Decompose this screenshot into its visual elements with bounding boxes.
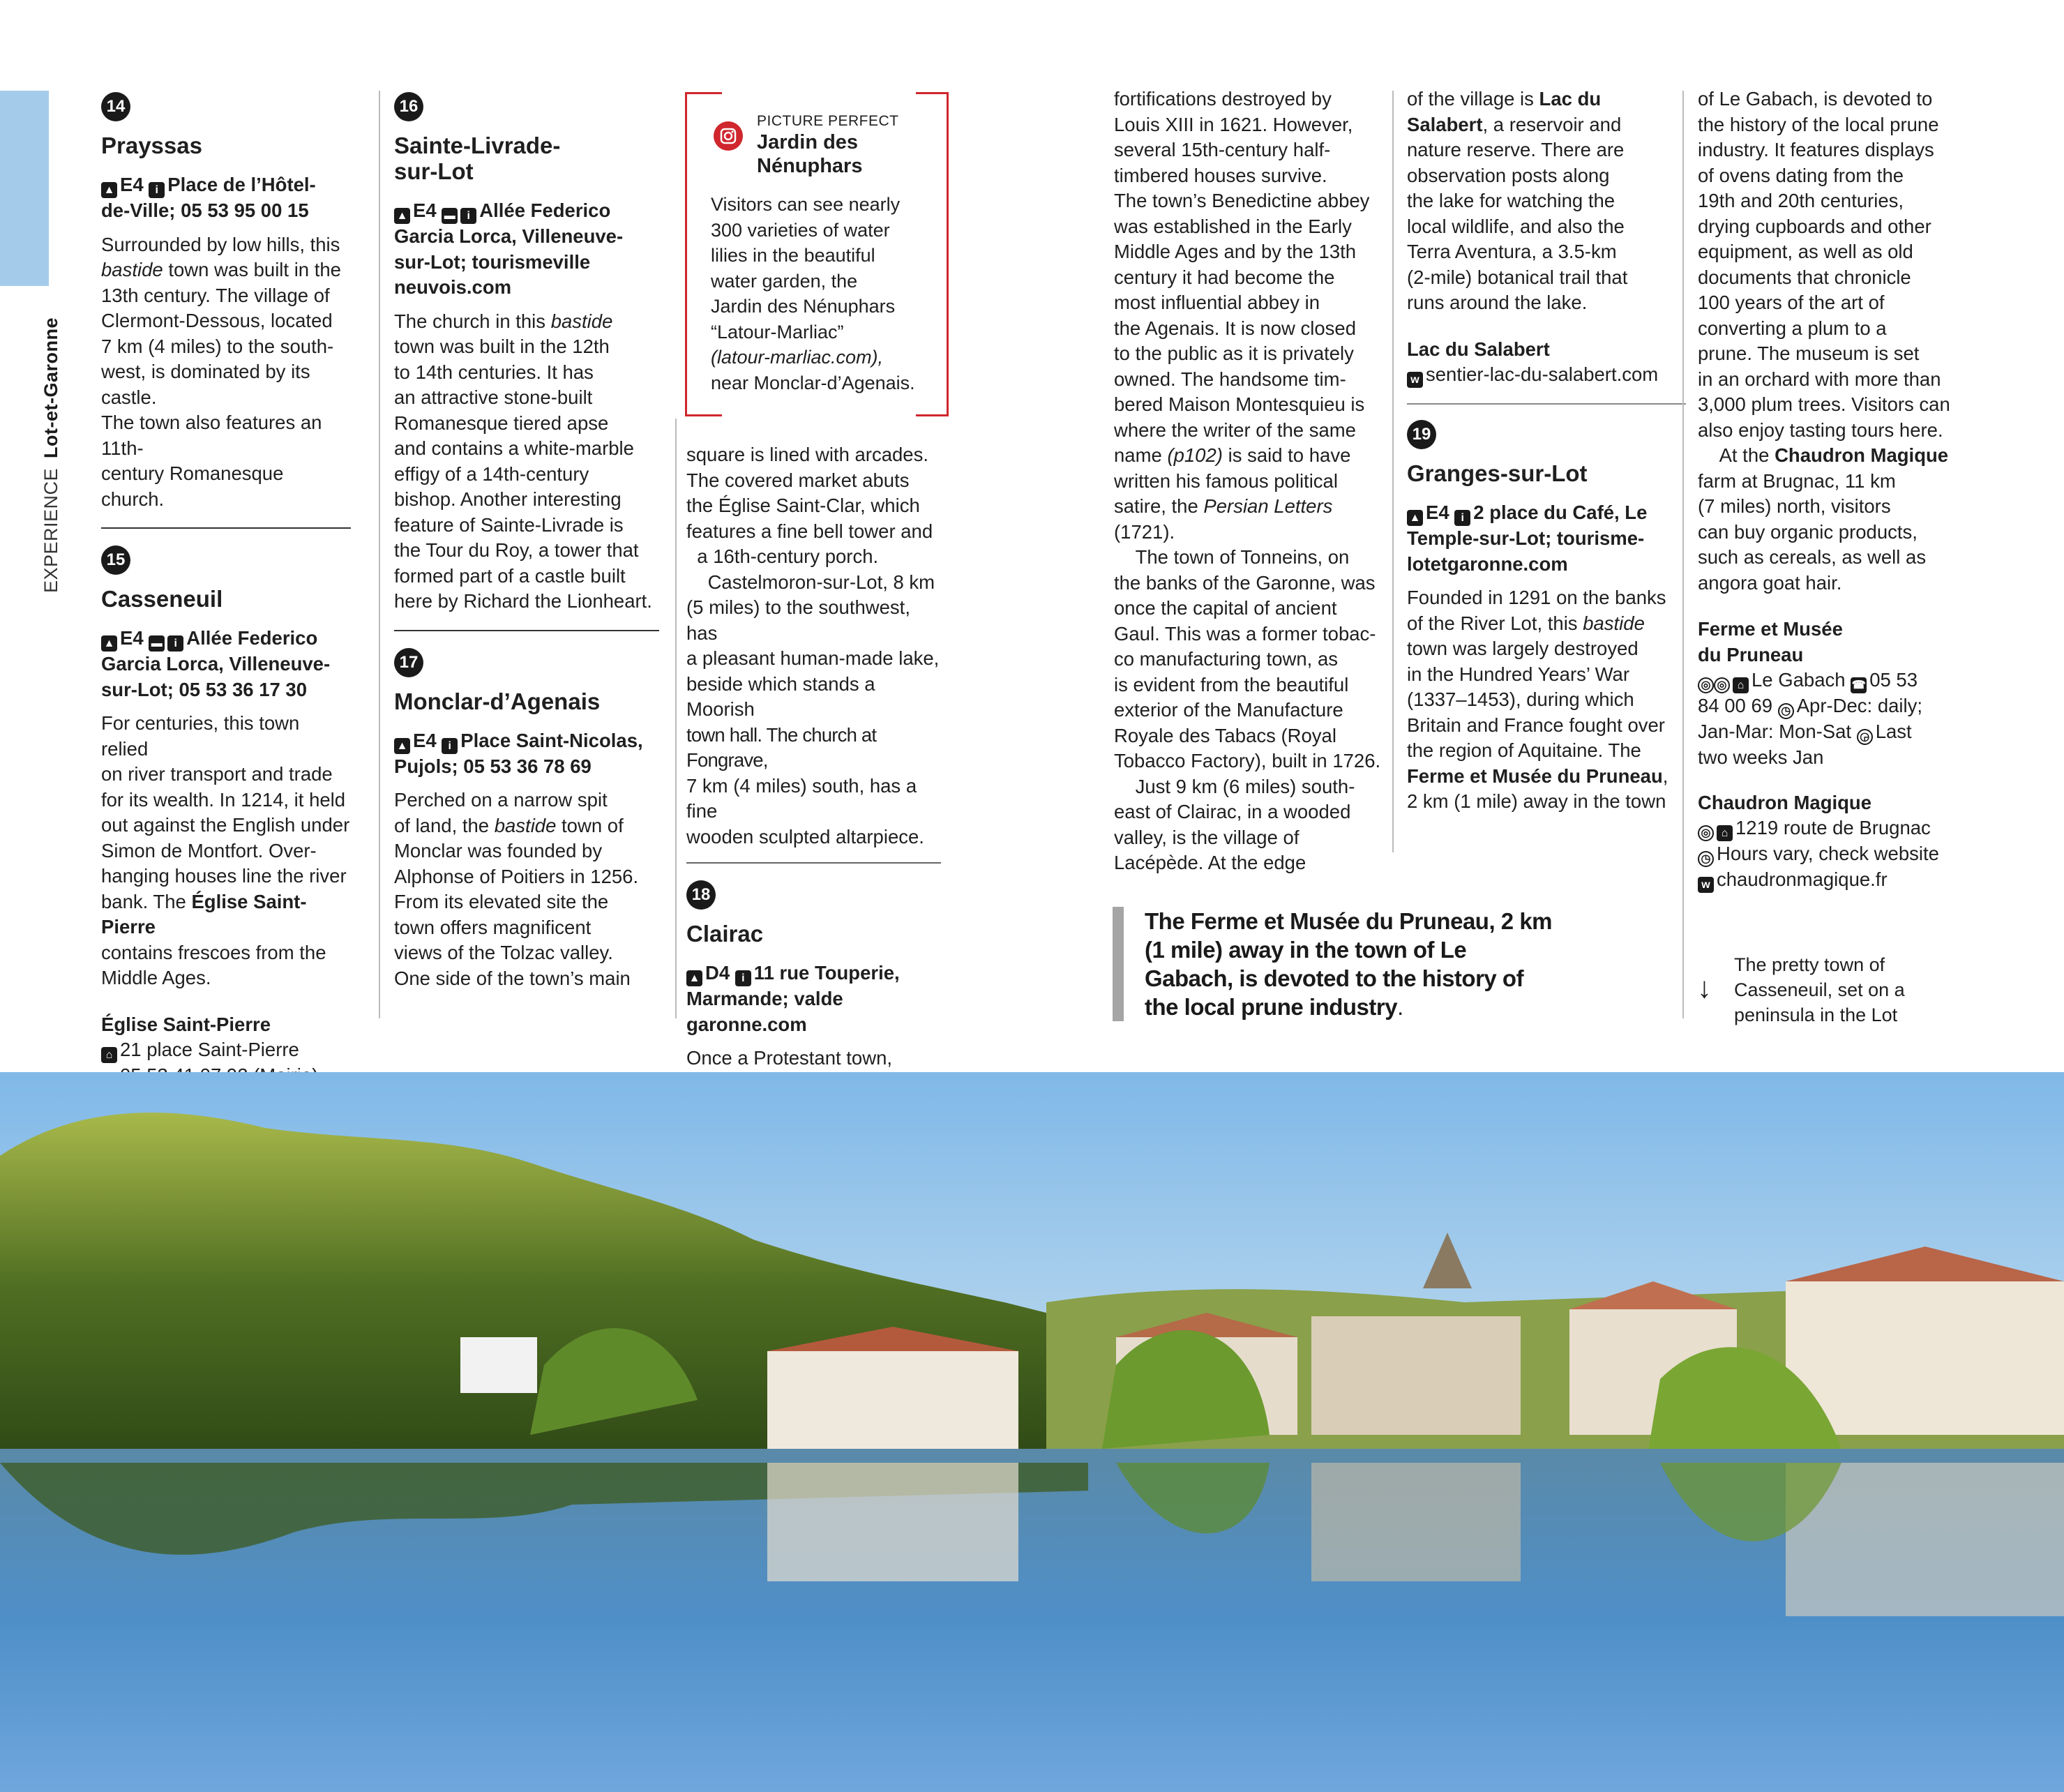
column-2 bbox=[394, 82, 659, 991]
column-rule bbox=[1682, 91, 1684, 1018]
shop-icon: ◎ bbox=[1698, 825, 1714, 841]
entry-info-sainte-livrade: ▲ E4 ▬ i Allée Federico Garcia Lorca, Villeneuve- sur-Lot; tourismeville neuvois.com bbox=[394, 199, 624, 298]
photo-caption: The pretty town of Casseneuil, set on a peninsula in the Lot bbox=[1734, 954, 1905, 1025]
entry-number-18: 18 bbox=[686, 880, 716, 910]
entry-body-monclar: Perched on a narrow spit of land, the bastide town of Monclar was founded by Alphonse of Poitiers in 1256. From its elevated site the town offers magnificent views of the Tolzac valley. One side of the town’s main bbox=[394, 789, 639, 989]
entry-title-sainte-livrade: Sainte-Livrade- sur-Lot bbox=[394, 133, 561, 184]
address-icon: ⌂ bbox=[1733, 677, 1749, 693]
address-icon: ⌂ bbox=[101, 1047, 117, 1063]
column-5 bbox=[1407, 86, 1686, 815]
entry-body-casseneuil: For centuries, this town relied on river transport and trade for its wealth. In 1214, it held out against the English under Simon de Montfort. Over- hanging houses line the river bank. The Église Saint-Pierre contains frescoes from the Middle Ages. bbox=[101, 712, 350, 988]
entry-body-prune-museum: of Le Gabach, is devoted to the history of the local prune industry. It features displays of ovens dating from the 19th and 20th centuries, drying cupboards and other equipment, as well as old documents that chronicle 100 years of the art of converting a plum to a prune. The museum is set in an orchard with more than 3,000 plum trees. Visitors can also enjoy tasting tours here. At the Chaudron Magique farm at Brugnac, 11 km (7 miles) north, visitors can buy organic products, such as cereals, as well as angora goat hair. bbox=[1698, 88, 1950, 594]
entry-divider bbox=[101, 527, 351, 529]
section-color-tab bbox=[0, 91, 49, 286]
camera-icon bbox=[714, 121, 743, 151]
running-section-label: EXPERIENCELot-et-Garonne bbox=[40, 317, 61, 593]
entry-number-16: 16 bbox=[394, 92, 423, 121]
entry-divider bbox=[686, 862, 941, 864]
entry-body-clairac-cont: fortifications destroyed by Louis XIII in 1621. However, several 15th-century half- timbered houses survive. The town’s Benedictine abbey was established in the Early Middle Ages and by the 13th century it had become the most influential abbey in the Agenais. It is now closed to the public as it is privately owned. The handsome tim- bered Maison Montesquieu is where the writer of the same name (p102) is said to have written his famous political satire, the Persian Letters (1721). The town of Tonneins, on the banks of the Garonne, was once the capital of ancient Gaul. This was a former tobac- co manufacturing town, as is evident from the beautiful exterior of the Manufacture Royale des Tabacs (Royal Tobacco Factory), built in 1726. Just 9 km (6 miles) south- east of Clairac, in a wooded valley, is the village of Lacépède. At the edge bbox=[1114, 88, 1381, 873]
arrow-down-icon: ↓ bbox=[1697, 971, 1712, 1004]
listing-name-lac-du-salabert: Lac du Salabert bbox=[1407, 338, 1550, 360]
listing-details-eglise: ⌂ 21 place Saint-Pierre bbox=[101, 1037, 351, 1115]
bus-icon: ▬ bbox=[442, 208, 458, 224]
entry-number-15: 15 bbox=[101, 545, 130, 575]
info-icon: i bbox=[149, 182, 165, 198]
closed-icon: ◶ bbox=[1857, 729, 1873, 745]
info-icon: i bbox=[1454, 510, 1470, 526]
entry-number-14: 14 bbox=[101, 92, 130, 121]
info-icon: i bbox=[735, 970, 751, 986]
entry-body-granges-sur-lot: Founded in 1291 on the banks of the River Lot, this bastide town was largely destroyed in the Hundred Years’ War (1337–1453), during which Britain and France fought over the region of Aquitaine. The Ferme et Musée du Pruneau, 2 km (1 mile) away in the town bbox=[1407, 587, 1668, 812]
listing-name-ferme-musee: Ferme et Musée du Pruneau bbox=[1698, 618, 1843, 665]
column-4 bbox=[1114, 86, 1383, 876]
info-icon: i bbox=[442, 738, 458, 754]
address-icon: ⌂ bbox=[1717, 825, 1733, 841]
map-ref-icon: ▲ bbox=[394, 208, 410, 224]
entry-info-monclar: ▲ E4 i Place Saint-Nicolas, Pujols; 05 53 36 78 69 bbox=[394, 729, 643, 777]
phone-icon: ☎ bbox=[1851, 677, 1867, 693]
entry-title-clairac: Clairac bbox=[686, 921, 764, 947]
map-ref-icon: ▲ bbox=[686, 970, 702, 986]
accessibility-icon: ◎ bbox=[1698, 677, 1714, 693]
entry-body-lacepede-cont: of the village is Lac du Salabert, a reservoir and nature reserve. There are observation posts along the lake for watching the local wildlife, and also the Terra Aventura, a 3.5-km (2-mile) botanical trail that runs around the lake. bbox=[1407, 88, 1628, 313]
website-icon: w bbox=[1698, 877, 1714, 893]
entry-info-prayssas: ▲ E4 i Place de l’Hôtel- de-Ville; 05 53 95 00 15 bbox=[101, 174, 316, 221]
entry-title-monclar: Monclar-d’Agenais bbox=[394, 688, 601, 714]
picture-perfect-kicker: PICTURE PERFECT bbox=[757, 113, 899, 129]
picture-perfect-title: Jardin des Nénuphars bbox=[757, 131, 863, 177]
entry-title-prayssas: Prayssas bbox=[101, 133, 202, 158]
website-icon: w bbox=[1407, 372, 1423, 388]
column-rule bbox=[675, 419, 677, 1018]
pull-quote: The Ferme et Musée du Pruneau, 2 km (1 mile) away in the town of Le Gabach, is devoted to the history of the local prune industry. bbox=[1113, 907, 1559, 1021]
entry-divider bbox=[1407, 403, 1686, 405]
picture-perfect-body: Visitors can see nearly 300 varieties of water lilies in the beautiful water garden, the Jardin des Nénuphars “Latour-Marliac” (latour-marliac.com), near Monclar-d’Agenais. bbox=[711, 194, 915, 393]
column-rule bbox=[379, 91, 380, 1018]
entry-body-monclar-cont: square is lined with arcades. The covered market abuts the Église Saint-Clar, which features a fine bell tower and a 16th-century porch. Castelmoron-sur-Lot, 8 km (5 miles) to the southwest, has a pleasant human-made lake, beside which stands a Moorish town hall. The church at Fongrave, 7 km (4 miles) south, has a fine wooden sculpted altarpiece. bbox=[686, 444, 940, 848]
listing-details-chaudron-magique: ◎ ⌂ 1219 route de Brugnac ◷ Hours vary, check website w chaudronmagique.fr bbox=[1698, 815, 1977, 893]
entry-divider bbox=[394, 630, 659, 631]
entry-body-clairac: Once a Protestant town, bbox=[686, 1047, 893, 1069]
listing-details-ferme-musee: ◎ ◎ ⌂ Le Gabach ☎ 05 53 84 00 69 ◷ Apr-Dec: daily; Jan-Mar: Mon-Sat ◶ Last two weeks Jan bbox=[1698, 669, 1923, 768]
bus-icon: ▬ bbox=[149, 635, 165, 652]
shop-icon: ◎ bbox=[1714, 677, 1730, 693]
hours-icon: ◷ bbox=[1778, 703, 1794, 719]
entry-body-prayssas: Surrounded by low hills, this bastide town was built in the 13th century. The village of Clermont-Dessous, located 7 km (4 miles) to the south- west, is dominated by its castle. The town also features an 11th- century Romanesque church. bbox=[101, 233, 341, 510]
info-icon: i bbox=[167, 635, 183, 652]
column-1 bbox=[101, 82, 351, 1115]
entry-number-17: 17 bbox=[394, 648, 423, 677]
info-icon: i bbox=[460, 208, 476, 224]
entry-body-sainte-livrade: The church in this bastide town was built in the 12th to 14th centuries. It has an attractive stone-built Romanesque tiered apse and contains a white-marble effigy of a 14th-century bishop. Another interesting feature of Sainte-Livrade is the Tour du Roy, a tower that formed part of a castle built here by Richard the Lionheart. bbox=[394, 310, 652, 612]
column-rule bbox=[1392, 91, 1394, 852]
entry-info-clairac: ▲ D4 i 11 rue Touperie, Marmande; valde garonne.com bbox=[686, 962, 900, 1035]
hours-icon: ◷ bbox=[1698, 851, 1714, 867]
column-6 bbox=[1698, 86, 1977, 893]
column-3 bbox=[686, 442, 941, 1097]
casseneuil-photo bbox=[0, 1072, 2064, 1792]
entry-info-casseneuil: ▲ E4 ▬ i Allée Federico Garcia Lorca, Villeneuve- sur-Lot; 05 53 36 17 30 bbox=[101, 627, 331, 700]
map-ref-icon: ▲ bbox=[101, 182, 117, 198]
listing-name-chaudron-magique: Chaudron Magique bbox=[1698, 791, 1872, 813]
listing-website-lac-du-salabert: w sentier-lac-du-salabert.com bbox=[1407, 362, 1686, 388]
map-ref-icon: ▲ bbox=[101, 635, 117, 652]
map-ref-icon: ▲ bbox=[1407, 510, 1423, 526]
entry-title-casseneuil: Casseneuil bbox=[101, 586, 223, 612]
map-ref-icon: ▲ bbox=[394, 738, 410, 754]
listing-name-eglise: Église Saint-Pierre bbox=[101, 1013, 271, 1035]
entry-info-granges-sur-lot: ▲ E4 i 2 place du Café, Le Temple-sur-Lot; tourisme- lotetgaronne.com bbox=[1407, 502, 1648, 575]
entry-title-granges-sur-lot: Granges-sur-Lot bbox=[1407, 460, 1588, 486]
entry-number-19: 19 bbox=[1407, 420, 1436, 449]
picture-perfect-box bbox=[685, 92, 949, 416]
